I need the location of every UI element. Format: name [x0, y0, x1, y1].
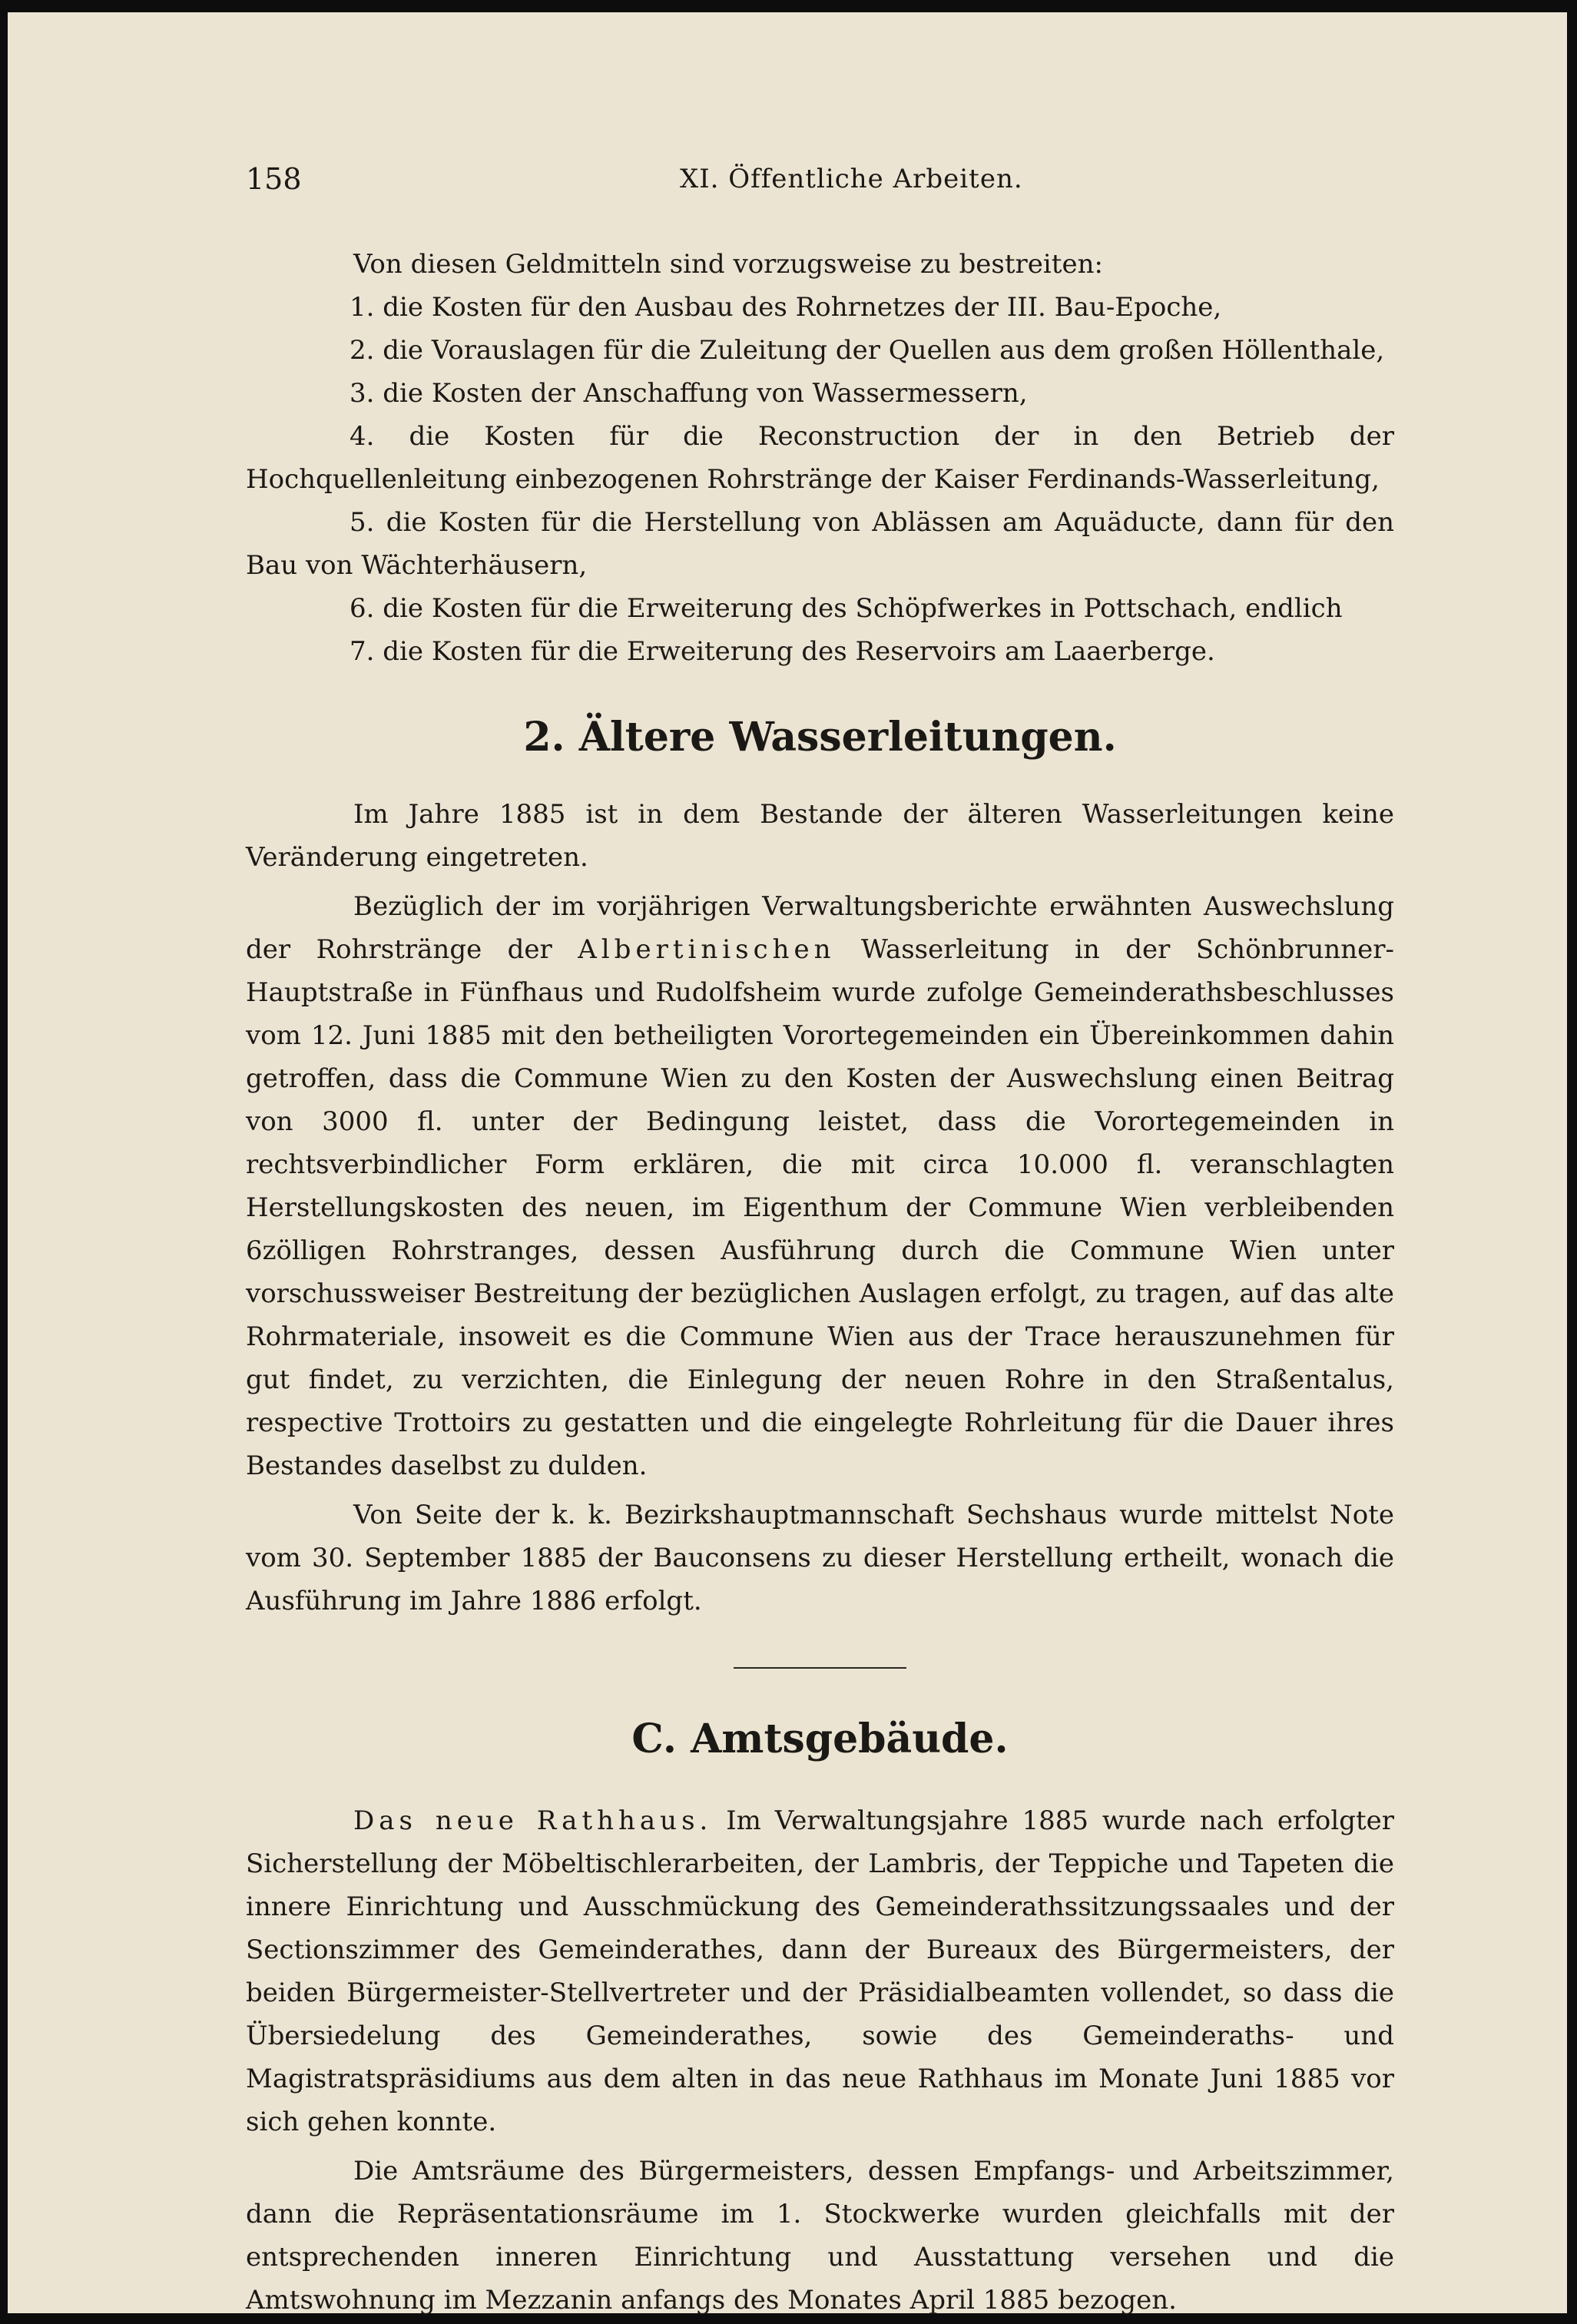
- page-sheet: [8, 12, 1567, 2316]
- list-item: 1. die Kosten für den Ausbau des Rohrnetzes der III. Bau-Epoche,: [350, 292, 1222, 323]
- section-divider: [734, 1667, 906, 1669]
- list-item: 3. die Kosten der Anschaffung von Wassermessern,: [350, 378, 1028, 409]
- subheading-neue-rathhaus: Das neue Rathhaus.: [353, 1805, 713, 1836]
- paragraph: [246, 1799, 1394, 2143]
- page-header: [246, 162, 1398, 208]
- page-body: [246, 243, 1394, 2322]
- paragraph-text: Im Verwaltungsjahre 1885 wurde nach erfolgter Sicherstellung der Möbeltischlerarbeiten, der Lambris, der Teppiche und Tapeten die innere Einrichtung und Ausschmückung des Gemeinderathssitzungssaales und der Sectionszimmer des Gemeinderathes, dann der Bureaux des Bürgermeisters, der beiden Bürgermeister-Stellvertreter und der Präsidialbeamten vollendet, so dass die Übersiedelung des Gemeinderathes, sowie des Gemeinderaths- und Magistratspräsidiums aus dem alten in das neue Rathhaus im Monate Juni 1885 vor sich gehen konnte.: [246, 1805, 1394, 2137]
- list-item: 5. die Kosten für die Herstellung von Ablässen am Aquäducte, dann für den Bau von Wächterhäusern,: [246, 507, 1394, 581]
- spaced-name: Albertinischen: [578, 934, 836, 965]
- list-item: 7. die Kosten für die Erweiterung des Reservoirs am Laaerberge.: [350, 636, 1215, 667]
- list-item: 4. die Kosten für die Reconstruction der in den Betrieb der Hochquellenleitung einbezogenen Rohrstränge der Kaiser Ferdinands-Wasserleitung,: [246, 421, 1394, 495]
- list-intro: Von diesen Geldmitteln sind vorzugsweise zu bestreiten:: [353, 249, 1103, 280]
- paragraph: Von Seite der k. k. Bezirkshauptmannschaft Sechshaus wurde mittelst Note vom 30. September 1885 der Bauconsens zu dieser Herstellung ertheilt, wonach die Ausführung im Jahre 1886 erfolgt.: [246, 1500, 1394, 1616]
- paragraph: Die Amtsräume des Bürgermeisters, dessen Empfangs- und Arbeitszimmer, dann die Repräsentationsräume im 1. Stockwerke wurden gleichfalls mit der entsprechenden inneren Einrichtung und Ausstattung versehen und die Amtswohnung im Mezzanin anfangs des Monates April 1885 bezogen.: [246, 2156, 1394, 2316]
- section-heading-altere-wasserleitungen: 2. Ältere Wasserleitungen.: [523, 714, 1117, 761]
- page-number: 158: [246, 162, 302, 196]
- running-head: XI. Öffentliche Arbeiten.: [680, 164, 1023, 194]
- paragraph: Im Jahre 1885 ist in dem Bestande der älteren Wasserleitungen keine Veränderung eingetreten.: [246, 799, 1394, 873]
- list-item: 6. die Kosten für die Erweiterung des Schöpfwerkes in Pottschach, endlich: [350, 593, 1343, 624]
- paragraph-text: Wasserleitung in der Schönbrunner-Hauptstraße in Fünfhaus und Rudolfsheim wurde zufolge Gemeinderathsbeschlusses vom 12. Juni 1885 mit den betheiligten Vorortegemeinden ein Übereinkommen dahin getroffen, dass die Commune Wien zu den Kosten der Auswechslung einen Beitrag von 3000 fl. unter der Bedingung leistet, dass die Vorortegemeinden in rechtsverbindlicher Form erklären, die mit circa 10.000 fl. veranschlagten Herstellungskosten des neuen, im Eigenthum der Commune Wien verbleibenden 6zölligen Rohrstranges, dessen Ausführung durch die Commune Wien unter vorschussweiser Bestreitung der bezüglichen Auslagen erfolgt, zu tragen, auf das alte Rohrmateriale, insoweit es die Commune Wien aus der Trace herauszunehmen für gut findet, zu verzichten, die Einlegung der neuen Rohre in den Straßentalus, respective Trottoirs zu gestatten und die eingelegte Rohrleitung für die Dauer ihres Bestandes daselbst zu dulden.: [246, 934, 1395, 1481]
- list-item: 2. die Vorauslagen für die Zuleitung der Quellen aus dem großen Höllenthale,: [350, 335, 1385, 366]
- paragraph-text: Bezüglich der im vorjährigen Verwaltungsberichte erwähnten Auswechslung der Rohrstränge der: [246, 891, 1394, 965]
- section-heading-amtsgebaude: C. Amtsgebäude.: [631, 1716, 1009, 1762]
- paragraph: [246, 885, 1394, 1487]
